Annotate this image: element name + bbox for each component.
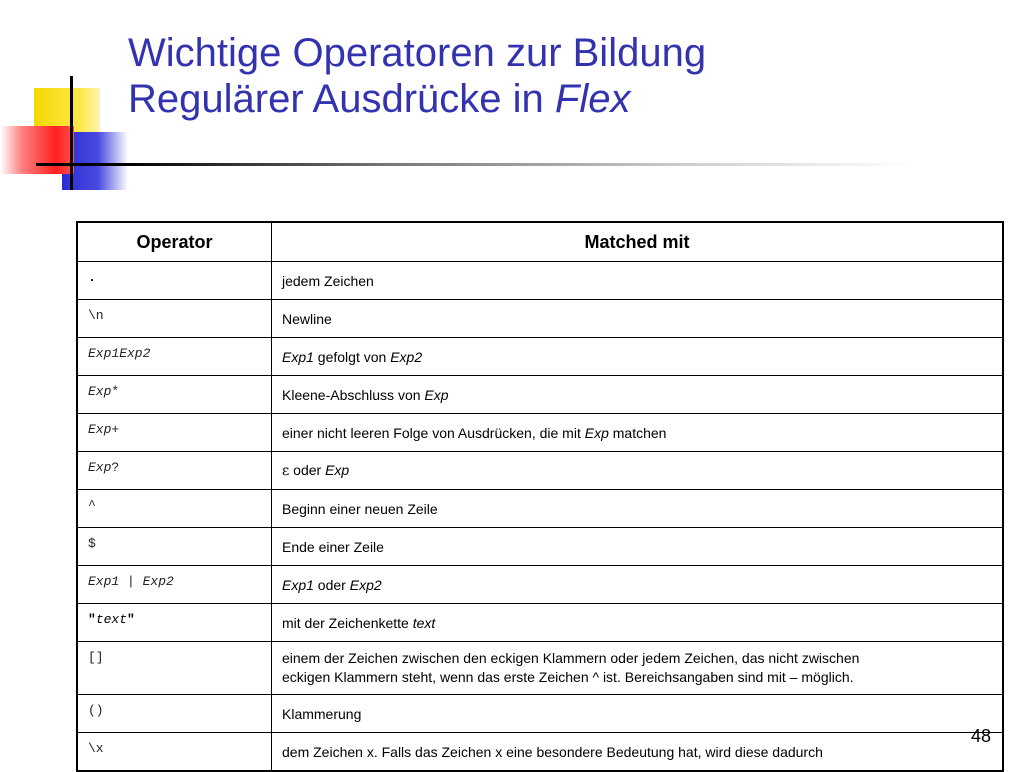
red-bar — [0, 126, 74, 174]
match-part: oder — [313, 576, 350, 593]
match-line: einem der Zeichen zwischen den eckigen Klammern oder jedem Zeichen, das nicht zwischen — [282, 650, 860, 666]
match-cell — [272, 376, 1004, 414]
match-cell: Ende einer Zeile — [272, 528, 1004, 566]
operator-cell — [77, 604, 272, 642]
table-row — [77, 642, 1003, 695]
match-part: Exp1 — [282, 348, 314, 365]
operator-cell: [] — [77, 642, 272, 695]
match-part: Exp1 — [282, 576, 314, 593]
operator-cell — [77, 452, 272, 490]
op-part: " — [127, 612, 135, 627]
match-part: Exp2 — [349, 576, 382, 593]
slide-title — [128, 30, 706, 122]
operator-cell: . — [77, 262, 272, 300]
match-part: Kleene-Abschluss von — [282, 386, 425, 403]
match-cell: Newline — [272, 300, 1004, 338]
operator-cell — [77, 566, 272, 604]
header-operator: Operator — [77, 222, 272, 262]
match-part: oder — [289, 462, 326, 478]
match-cell: dem Zeichen x. Falls das Zeichen x eine besondere Bedeutung hat, wird diese dadurch — [272, 733, 1004, 772]
op-part: " — [88, 612, 96, 627]
match-part: einer nicht leeren Folge von Ausdrücken, die mit — [282, 424, 585, 441]
operator-cell — [77, 414, 272, 452]
match-part: gefolgt von — [313, 348, 391, 365]
table-header-row — [77, 222, 1003, 262]
table-row — [77, 695, 1003, 733]
op-part: + — [111, 422, 120, 437]
op-part: Exp — [88, 422, 112, 437]
op-part: Exp — [88, 460, 112, 475]
match-cell — [272, 452, 1004, 490]
page-number: 48 — [970, 726, 991, 746]
match-cell — [272, 338, 1004, 376]
title-line-1: Wichtige Operatoren zur Bildung — [128, 31, 707, 75]
op-part: | — [119, 574, 143, 589]
table-row — [77, 262, 1003, 300]
operator-table — [76, 221, 1004, 772]
operator-cell: \x — [77, 733, 272, 772]
table-row — [77, 604, 1003, 642]
match-part: Exp — [584, 424, 609, 441]
operator-cell: Exp1Exp2 — [77, 338, 272, 376]
title-line-2: Regulärer Ausdrücke in — [128, 77, 555, 121]
vertical-line — [70, 76, 73, 190]
match-cell: jedem Zeichen — [272, 262, 1004, 300]
match-part: Exp — [424, 386, 449, 403]
table-row — [77, 452, 1003, 490]
match-part: text — [412, 614, 436, 631]
table-row — [77, 733, 1003, 772]
table-row — [77, 414, 1003, 452]
match-cell — [272, 566, 1004, 604]
match-part: mit der Zeichenkette — [282, 614, 413, 631]
op-part: Exp — [88, 384, 112, 399]
title-flex: Flex — [554, 77, 631, 121]
operator-cell: \n — [77, 300, 272, 338]
match-cell: Beginn einer neuen Zeile — [272, 490, 1004, 528]
op-part: Exp1 — [88, 574, 120, 589]
op-part: text — [95, 612, 128, 627]
match-cell — [272, 604, 1004, 642]
match-cell — [272, 642, 1004, 695]
operator-cell — [77, 376, 272, 414]
operator-cell: $ — [77, 528, 272, 566]
header-matched: Matched mit — [272, 222, 1004, 262]
match-part: matchen — [608, 424, 667, 441]
table-row — [77, 528, 1003, 566]
match-part: Exp2 — [390, 348, 423, 365]
op-part: Exp2 — [142, 574, 174, 589]
match-part: Exp — [325, 462, 350, 478]
table-row — [77, 300, 1003, 338]
operator-cell: ^ — [77, 490, 272, 528]
table-row — [77, 338, 1003, 376]
table-row — [77, 566, 1003, 604]
table-row — [77, 376, 1003, 414]
operator-cell: () — [77, 695, 272, 733]
title-underline — [36, 163, 916, 166]
match-cell — [272, 414, 1004, 452]
match-cell: Klammerung — [272, 695, 1004, 733]
op-part: ? — [111, 460, 120, 475]
op-part: * — [111, 384, 120, 399]
table-row — [77, 490, 1003, 528]
match-line: eckigen Klammern steht, wenn das erste Zeichen ^ ist. Bereichsangaben sind mit – möglich. — [282, 669, 854, 685]
epsilon-symbol: ε — [282, 463, 290, 479]
